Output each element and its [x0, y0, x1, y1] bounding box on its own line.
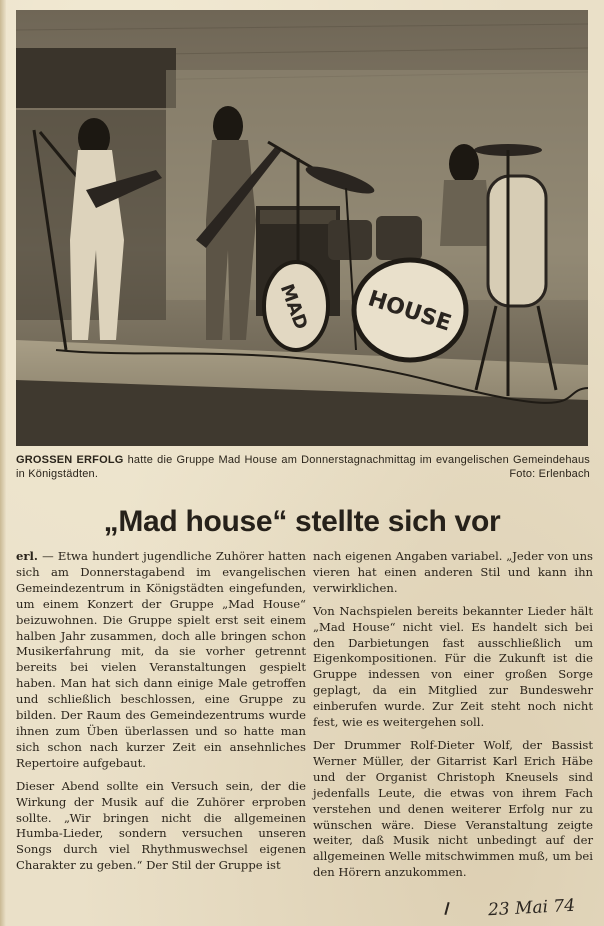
article-paragraph: Dieser Abend sollte ein Versuch sein, der die Wirkung der Musik auf die Zuhörer erproben sollte. „Wir bringen nicht die allgemeinen Humba-Lieder, sondern versuchen unseren Songs durch viel Rhythmuswechsel eigenen Charakter zu geben.“ Der Stil der Gruppe ist: [16, 778, 306, 873]
byline: erl.: [16, 549, 38, 563]
bass-drum-main-label: HOUSE: [364, 286, 455, 337]
band-photo: [16, 10, 588, 446]
article-paragraph: Der Drummer Rolf-Dieter Wolf, der Bassist Werner Müller, der Gitarrist Karl Erich Häbe und der Organist Christoph Kneusels sind jedenfalls Leute, die etwas von ihrem Fach verstehen und denen weiterer Erfolg nur zu wünschen wäre. Diese Veranstaltung zeigte weiter, daß Musik nicht unbedingt auf der allgemeinen Welle mitschwimmen muß, um bei den Hörern anzukommen.: [313, 737, 593, 880]
caption-text: hatte die Gruppe Mad House am Donnerstagnachmittag im evangelischen Gemeindehaus in Königstädten.: [16, 454, 591, 480]
band-photo-illustration: [16, 10, 588, 446]
article-headline: „Mad house“ stellte sich vor: [103, 505, 501, 538]
article-paragraph: nach eigenen Angaben variabel. „Jeder von uns vieren hat einen anderen Stil und kann ihn verwirklichen.: [313, 549, 593, 595]
article-paragraph: [16, 549, 306, 772]
paper-edge-shadow: [0, 0, 6, 926]
photo-credit: Foto: Erlenbach: [509, 468, 590, 480]
handwritten-date: 23 Mai 74: [487, 895, 576, 921]
article-column-left: [16, 549, 306, 874]
article-paragraph: Von Nachspielen bereits bekannter Lieder hält „Mad House“ nicht viel. Es handelt sich bei den Darbietungen fast ausschließlich um Eigenkompositionen. Für die Zukunft ist die Gruppe indessen von einer großen Sorge geplagt, da ein Mitglied zur Bundeswehr einberufen wurde. Zur Zeit steht noch nicht fest, wie es weitergehen soll.: [313, 603, 593, 730]
photo-caption: [16, 453, 590, 481]
caption-lead: GROSSEN ERFOLG: [16, 454, 124, 466]
article-column-right: [313, 549, 593, 881]
bass-drum-small-label: MAD: [275, 281, 312, 333]
paragraph-text: — Etwa hundert jugendliche Zuhörer hatten sich am Donnerstagabend im evangelischen Gemeindezentrum in Königstädten eingefunden, um einem Konzert der Gruppe „Mad House“ beizuwohnen. Die Gruppe spielt erst seit einem halben Jahr zusammen, doch alle bringen schon Musikerfahrung mit, da sie vorher getrennt bereits bei vielen Veranstaltungen gespielt haben. Man hat sich dann einige Male getroffen und schließlich beschlossen, eine Gruppe zu bilden. Der Raum des Gemeindezentrums wurde ihnen zum Üben überlassen und so hatte man sich schon nach kurzer Zeit ein ansehnliches Repertoire aufgebaut.: [16, 549, 306, 770]
